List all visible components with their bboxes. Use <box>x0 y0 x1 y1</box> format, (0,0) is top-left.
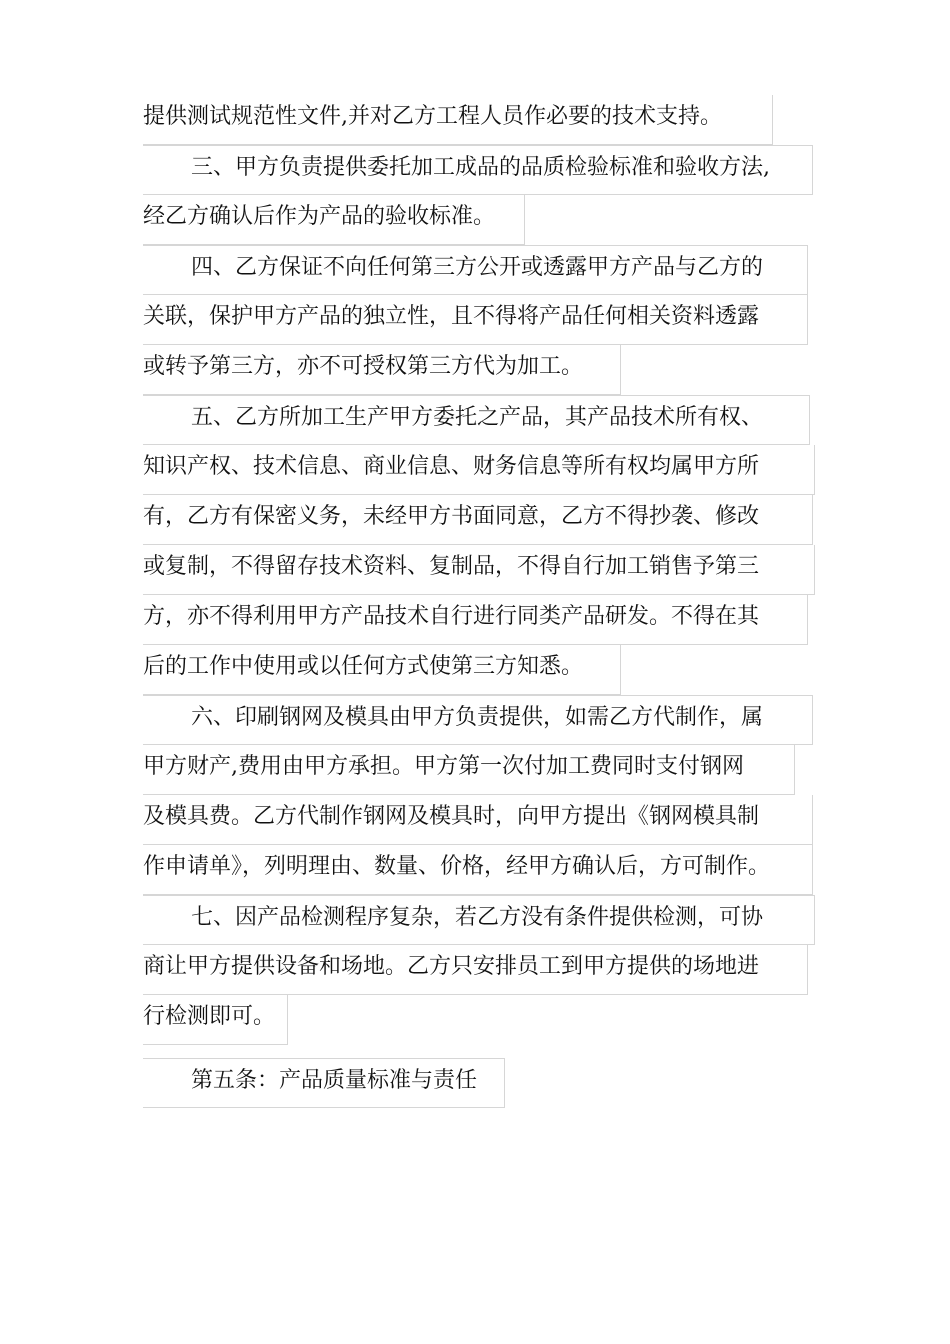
text-line: 商让甲方提供设备和场地。乙方只安排员工到甲方提供的场地进 <box>143 945 808 995</box>
text-line: 关联，保护甲方产品的独立性，且不得将产品任何相关资料透露 <box>143 295 808 345</box>
text-line: 甲方财产,费用由甲方承担。甲方第一次付加工费同时支付钢网 <box>143 745 795 795</box>
text-line: 或复制，不得留存技术资料、复制品，不得自行加工销售予第三 <box>143 545 815 595</box>
text-line: 作申请单》，列明理由、数量、价格，经甲方确认后，方可制作。 <box>143 845 813 895</box>
paragraph-first-line: 六、印刷钢网及模具由甲方负责提供，如需乙方代制作，属 <box>143 695 813 745</box>
text-line: 后的工作中使用或以任何方式使第三方知悉。 <box>143 645 621 695</box>
text-line: 经乙方确认后作为产品的验收标准。 <box>143 195 525 245</box>
text-line: 有，乙方有保密义务，未经甲方书面同意，乙方不得抄袭、修改 <box>143 495 813 545</box>
section-heading: 第五条：产品质量标准与责任 <box>143 1058 505 1108</box>
text-line: 及模具费。乙方代制作钢网及模具时，向甲方提出《钢网模具制 <box>143 795 813 845</box>
paragraph-first-line: 三、甲方负责提供委托加工成品的品质检验标准和验收方法, <box>143 145 813 195</box>
text-line: 知识产权、技术信息、商业信息、财务信息等所有权均属甲方所 <box>143 445 815 495</box>
paragraph-first-line: 五、乙方所加工生产甲方委托之产品，其产品技术所有权、 <box>143 395 810 445</box>
text-line: 或转予第三方，亦不可授权第三方代为加工。 <box>143 345 621 395</box>
text-line: 方，亦不得利用甲方产品技术自行进行同类产品研发。不得在其 <box>143 595 808 645</box>
text-line: 提供测试规范性文件,并对乙方工程人员作必要的技术支持。 <box>143 95 773 145</box>
paragraph-first-line: 七、因产品检测程序复杂，若乙方没有条件提供检测，可协 <box>143 895 815 945</box>
paragraph-first-line: 四、乙方保证不向任何第三方公开或透露甲方产品与乙方的 <box>143 245 808 295</box>
text-line: 行检测即可。 <box>143 995 288 1045</box>
